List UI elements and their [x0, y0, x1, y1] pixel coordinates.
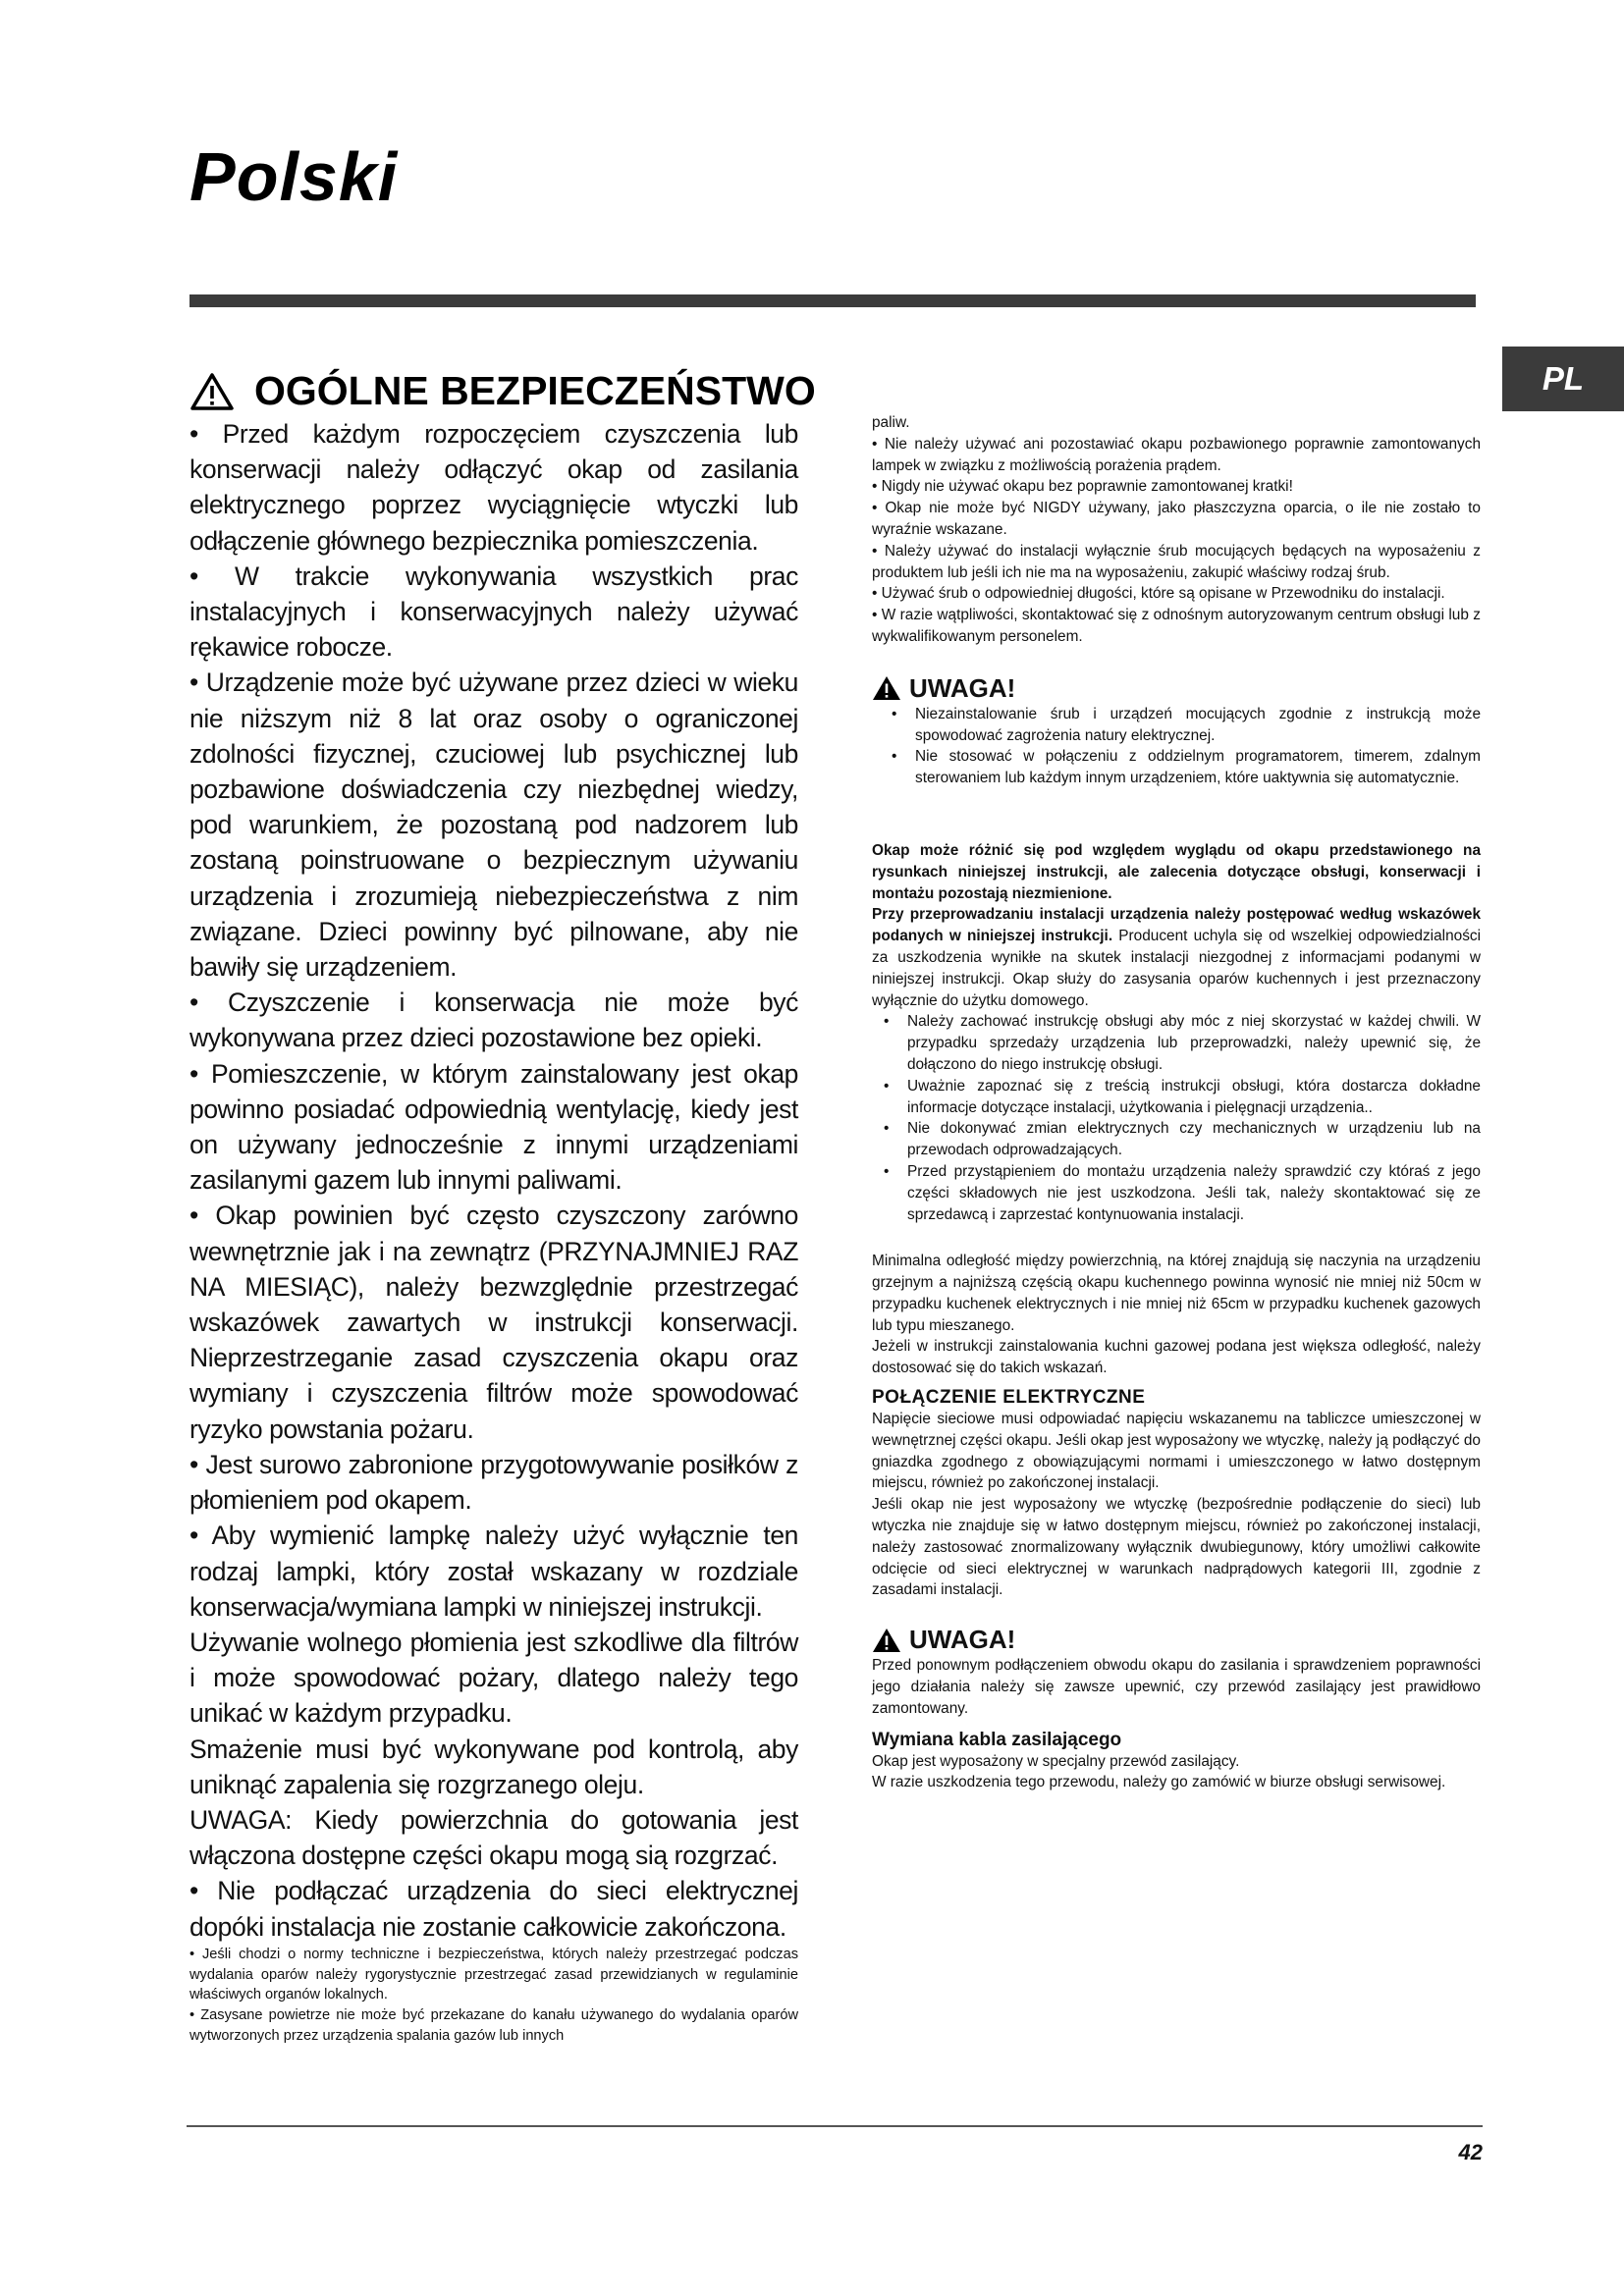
language-tab: PL	[1502, 347, 1624, 411]
continued-text: • Należy używać do instalacji wyłącznie śrub mocujących będących na wyposażeniu z produktem lub jeśli ich nie ma na wyposażeniu, zakupić właściwy rodzaj śrub.	[872, 542, 1481, 581]
warning-title: UWAGA!	[909, 672, 1016, 703]
safety-note: • Jeśli chodzi o normy techniczne i bezpieczeństwa, których należy przestrzegać podczas wydalania oparów należy rygorystycznie przestrzegać zasad przewidzianych w regulaminie właściwych organów lokalnych.	[189, 1946, 798, 2003]
safety-paragraph: • Przed każdym rozpoczęciem czyszczenia lub konserwacji należy odłączyć okap od zasilania elektrycznego poprzez wyciągnięcie wtyczki lub odłączenie głównego bezpiecznika pomieszczenia.	[189, 419, 798, 556]
intro-rest: Producent uchyla się od wszelkiej odpowiedzialności za uszkodzenia wynikłe na skutek instalacji niezgodnej z informacjami podanymi w niniejszej instrukcji. Okap służy do zasysania oparów kuchennych i jest przeznaczony wyłącznie do użytku domowego.	[872, 928, 1482, 1009]
safety-paragraph: Smażenie musi być wykonywane pod kontrolą, aby uniknąć zapalenia się rozgrzanego oleju.	[189, 1734, 798, 1799]
distance-paragraph: Minimalna odległość między powierzchnią, na której znajdują się naczynia na urządzeniu grzejnym a najniższą częścią okapu kuchennego powinna wynosić nie mniej niż 50cm w przypadku kuchenek elektrycznych i nie mniej niż 65cm w przypadku kuchenek gazowych lub typu mieszanego.	[872, 1253, 1481, 1334]
bottom-divider	[187, 2125, 1483, 2127]
cable-paragraph: W razie uszkodzenia tego przewodu, należy go zamówić w biurze obsługi serwisowej.	[872, 1774, 1446, 1791]
safety-paragraph: • Okap powinien być często czyszczony zarówno wewnętrznie jak i na zewnątrz (PRZYNAJMNIEJ RAZ NA MIESIĄC), należy bezwzględnie przestrzegać wskazówek zawartych w instrukcji konserwacji. Nieprzestrzeganie zasad czyszczenia okapu oraz wymiany i czyszczenia filtrów może spowodować ryzyko powstania pożaru.	[189, 1201, 798, 1444]
continued-text: • Okap nie może być NIGDY używany, jako płaszczyzna oparcia, o ile nie zostało to wyraźnie wskazane.	[872, 500, 1481, 538]
safety-note: • Zasysane powietrze nie może być przekazane do kanału używanego do wydalania oparów wytworzonych przez urządzenia spalania gazów lub innych	[189, 2007, 798, 2044]
intro-list	[872, 1011, 1481, 1225]
list-item: • Przed przystąpieniem do montażu urządzenia należy sprawdzić czy któraś z jego części składowych nie jest uszkodzona. Jeśli tak, należy skontaktować się ze sprzedawcą i zaprzestać kontynuowania instalacji.	[872, 1161, 1481, 1225]
right-column	[872, 412, 1481, 1793]
safety-paragraph: • Aby wymienić lampkę należy użyć wyłącznie ten rodzaj lampki, który został wskazany w rozdziale konserwacja/wymiana lampki w niniejszej instrukcji.	[189, 1521, 798, 1622]
cable-heading: Wymiana kabla zasilającego	[872, 1729, 1122, 1750]
safety-paragraph: • Czyszczenie i konserwacja nie może być wykonywana przez dzieci pozostawione bez opieki.	[189, 988, 798, 1053]
warning-triangle-filled-icon	[872, 675, 901, 701]
distance-paragraph: Jeżeli w instrukcji zainstalowania kuchni gazowej podana jest większa odległość, należy dostosować się do takich wskazań.	[872, 1338, 1481, 1377]
intro-paragraph	[872, 840, 1481, 904]
safety-paragraph: • W trakcie wykonywania wszystkich prac instalacyjnych i konserwacyjnych należy używać rękawice robocze.	[189, 561, 798, 663]
warning-triangle-filled-icon	[872, 1628, 901, 1653]
left-column	[189, 416, 798, 2047]
list-item: • Nie stosować w połączeniu z oddzielnym programatorem, timerem, zdalnym sterowaniem lub każdym innym urządzeniem, które uaktywnia się automatycznie.	[880, 746, 1481, 789]
electric-heading: POŁĄCZENIE ELEKTRYCZNE	[872, 1387, 1146, 1409]
continued-text: paliw.	[872, 414, 910, 431]
list-item: • Uważnie zapoznać się z treścią instrukcji obsługi, która dostarcza dokładne informacje dotyczące instalacji, użytkowania i pielęgnacji urządzenia..	[872, 1076, 1481, 1119]
page-title: Polski	[189, 138, 399, 215]
warning-title: UWAGA!	[909, 1625, 1016, 1655]
safety-paragraph: UWAGA: Kiedy powierzchnia do gotowania jest włączona dostępne części okapu mogą sią rozgrzać.	[189, 1804, 798, 1871]
page-number: 42	[1458, 2140, 1483, 2164]
list-item: • Należy zachować instrukcję obsługi aby móc z niej skorzystać w każdej chwili. W przypadku sprzedaży urządzenia lub przeprowadzki, należy upewnić się, że dołączono do niego instrukcję obsługi.	[872, 1011, 1481, 1075]
electric-paragraph: Napięcie sieciowe musi odpowiadać napięciu wskazanemu na tabliczce umieszczonej w wewnętrznej części okapu. Jeśli okap jest wyposażony we wtyczkę, należy ją podłączyć do gniazdka zgodnego z obowiązującymi normami i umieszczonego w łatwo dostępnym miejscu, również po zakończonej instalacji.	[872, 1411, 1481, 1492]
continued-text: • Nigdy nie używać okapu bez poprawnie zamontowanej kratki!	[872, 478, 1293, 496]
continued-text: • Używać śrub o odpowiedniej długości, które są opisane w Przewodniku do instalacji.	[872, 585, 1445, 603]
warning-heading	[872, 1625, 1481, 1655]
safety-paragraph: • Pomieszczenie, w którym zainstalowany jest okap powinno posiadać odpowiednią wentylację, kiedy jest on używany jednocześnie z innymi urządzeniami zasilanymi gazem lub innymi paliwami.	[189, 1058, 798, 1196]
safety-heading-text: OGÓLNE BEZPIECZEŃSTWO	[254, 368, 816, 413]
safety-paragraph: • Jest surowo zabronione przygotowywanie posiłków z płomieniem pod okapem.	[189, 1449, 798, 1516]
list-item: • Nie dokonywać zmian elektrycznych czy mechanicznych w urządzeniu lub na przewodach odprowadzających.	[872, 1118, 1481, 1161]
warning-list	[880, 704, 1481, 789]
continued-text: • W razie wątpliwości, skontaktować się z odnośnym autoryzowanym centrum obsługi lub z wykwalifikowanym personelem.	[872, 607, 1481, 645]
electric-paragraph: Jeśli okap nie jest wyposażony we wtyczkę (bezpośrednie podłączenie do sieci) lub wtyczka nie znajduje się w łatwo dostępnym miejscu, również po zakończonej instalacji, należy zastosować znormalizowany wyłącznik dwubiegunowy, który umożliwi całkowite odcięcie od sieci elektrycznej w warunkach nadprądowych kategorii III, zgodnie z zasadami instalacji.	[872, 1496, 1481, 1599]
intro-bold-2: Przy przeprowadzaniu instalacji urządzenia należy postępować według wskazówek podanych w niniejszej instrukcji.	[872, 906, 1481, 945]
continued-text: • Nie należy używać ani pozostawiać okapu pozbawionego poprawnie zamontowanych lampek w związku z możliwością porażenia prądem.	[872, 435, 1481, 474]
safety-heading	[189, 368, 816, 414]
warning-triangle-outline-icon	[189, 372, 235, 411]
list-item: • Niezainstalowanie śrub i urządzeń mocujących zgodnie z instrukcją może spowodować zagrożenia natury elektrycznej.	[880, 704, 1481, 747]
safety-paragraph: Używanie wolnego płomienia jest szkodliwe dla filtrów i może spowodować pożary, dlatego należy tego unikać w każdym przypadku.	[189, 1627, 798, 1729]
warning-text: Przed ponownym podłączeniem obwodu okapu do zasilania i sprawdzeniem poprawności jego działania należy się zawsze upewnić, czy przewód zasilający jest prawidłowo zamontowany.	[872, 1657, 1481, 1717]
warning-heading	[872, 673, 1481, 704]
top-divider	[189, 294, 1476, 307]
intro-bold-1: Okap może różnić się pod względem wyglądu od okapu przedstawionego na rysunkach niniejszej instrukcji, ale zalecenia dotyczące obsługi, konserwacji i montażu pozostają niezmienione.	[872, 841, 1481, 902]
safety-paragraph: • Nie podłączać urządzenia do sieci elektrycznej dopóki instalacja nie zostanie całkowicie zakończona.	[189, 1876, 798, 1942]
intro-paragraph	[872, 904, 1481, 1011]
safety-paragraph: • Urządzenie może być używane przez dzieci w wieku nie niższym niż 8 lat oraz osoby o ograniczonej zdolności fizycznej, czuciowej lub psychicznej lub pozbawione doświadczenia czy niezbędnej wiedzy, pod warunkiem, że pozostaną pod nadzorem lub zostaną poinstruowane o bezpiecznym używaniu urządzenia i zrozumieją niebezpieczeństwa z nim związane. Dzieci powinny być pilnowane, aby nie bawiły się urządzeniem.	[189, 667, 798, 983]
cable-paragraph: Okap jest wyposażony w specjalny przewód zasilający.	[872, 1752, 1240, 1770]
